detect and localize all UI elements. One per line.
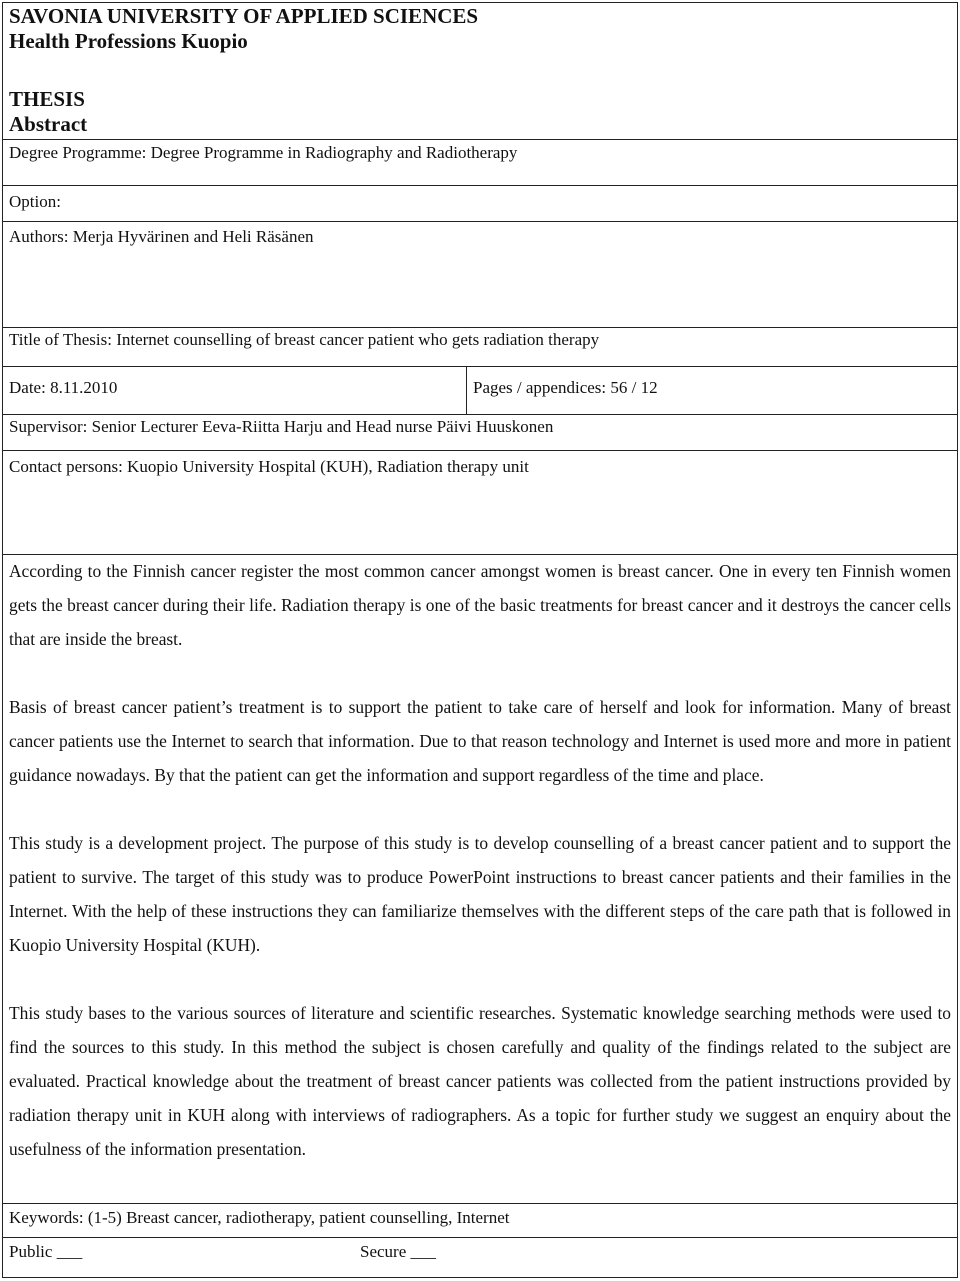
abstract-paragraph: Basis of breast cancer patient’s treatment is to support the patient to take care of herself and look for information. Many of breast cancer patients use the Internet to search that information. Due to that reason technology and Internet is used more and more in patient guidance nowadays. By that the patient can get the information and support regardless of the time and place.: [9, 697, 951, 785]
abstract-paragraph: This study bases to the various sources of literature and scientific researches. Systematic knowledge searching methods were used to find the sources to this study. In this method the subject is chosen carefully and quality of the findings related to the subject are evaluated. Practical knowledge about the treatment of breast cancer patients was collected from the patient instructions provided by radiation therapy unit in KUH along with interviews of radiographers. As a topic for further study we suggest an enquiry about the usefulness of the information presentation.: [9, 1003, 951, 1159]
divider: [2, 366, 958, 367]
divider: [2, 1203, 958, 1204]
divider: [2, 1237, 958, 1238]
divider: [2, 185, 958, 186]
divider: [2, 139, 958, 140]
university-name: SAVONIA UNIVERSITY OF APPLIED SCIENCES: [9, 4, 479, 28]
date-field: Date: 8.11.2010: [9, 378, 118, 397]
abstract-paragraph: According to the Finnish cancer register the most common cancer amongst women is breast cancer. One in every ten Finnish women gets the breast cancer during their life. Radiation therapy is one of the basic treatments for breast cancer and it destroys the cancer cells that are inside the breast.: [9, 561, 951, 649]
divider: [2, 414, 958, 415]
divider: [2, 327, 958, 328]
pages-field: Pages / appendices: 56 / 12: [473, 378, 658, 397]
authors-field: Authors: Merja Hyvärinen and Heli Räsänen: [9, 227, 314, 246]
document-type: THESIS: [9, 87, 85, 111]
document-subtype: Abstract: [9, 112, 88, 136]
divider: [2, 221, 958, 222]
column-divider: [466, 366, 467, 414]
public-field: Public ___: [9, 1242, 83, 1261]
degree-programme: Degree Programme: Degree Programme in Radiography and Radiotherapy: [9, 143, 518, 162]
divider: [2, 450, 958, 451]
secure-field: Secure ___: [360, 1242, 437, 1261]
faculty-name: Health Professions Kuopio: [9, 29, 248, 53]
abstract-paragraph: This study is a development project. The purpose of this study is to develop counselling of a breast cancer patient and to support the patient to survive. The target of this study was to produce PowerPoint instructions to breast cancer patients and their families in the Internet. With the help of these instructions they can familiarize themselves with the different steps of the care path that is followed in Kuopio University Hospital (KUH).: [9, 833, 951, 955]
supervisor-field: Supervisor: Senior Lecturer Eeva-Riitta Harju and Head nurse Päivi Huuskonen: [9, 417, 554, 436]
thesis-title: Title of Thesis: Internet counselling of breast cancer patient who gets radiation therapy: [9, 330, 600, 349]
abstract-text: [9, 554, 951, 1166]
option-field: Option:: [9, 192, 61, 211]
contact-persons-field: Contact persons: Kuopio University Hospital (KUH), Radiation therapy unit: [9, 457, 529, 476]
keywords: Keywords: (1-5) Breast cancer, radiotherapy, patient counselling, Internet: [9, 1208, 510, 1227]
